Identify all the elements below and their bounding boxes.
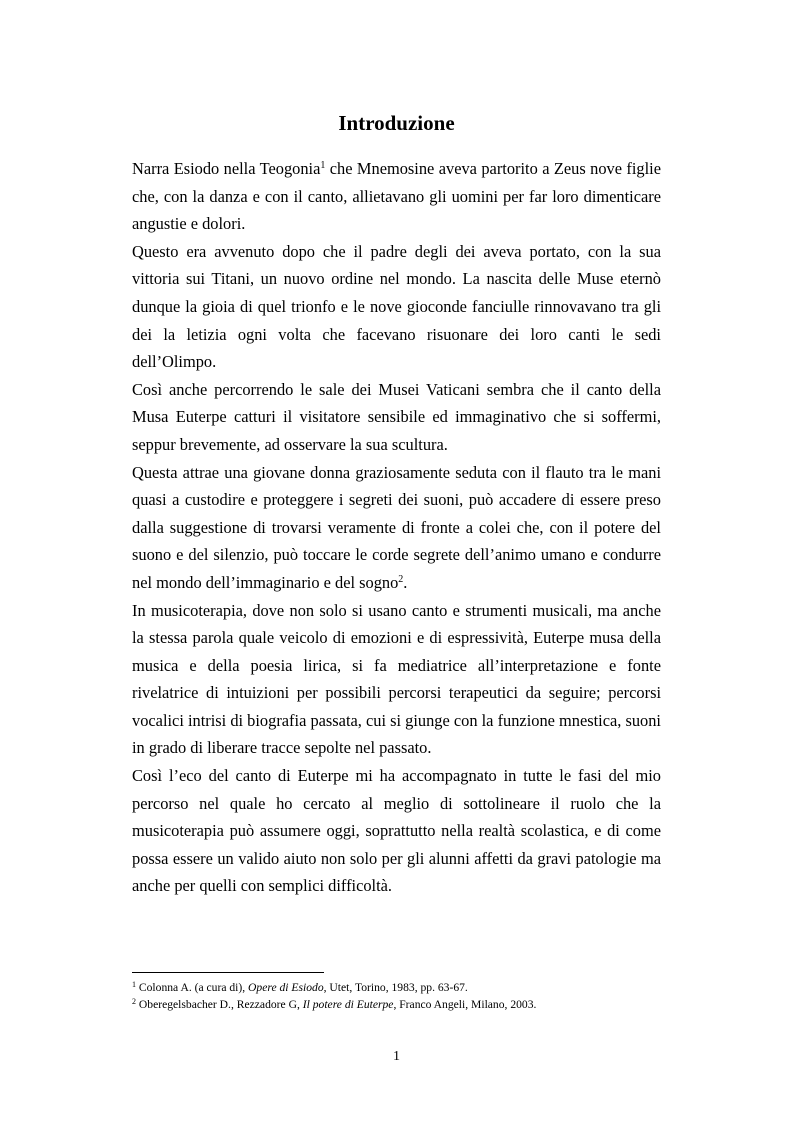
paragraph-6: Così l’eco del canto di Euterpe mi ha accompagnato in tutte le fasi del mio percorso nel quale ho cercato al meglio di sottolineare il ruolo che la musicoterapia può assumere oggi, soprattutto nella realtà scolastica, e di come possa essere un valido aiuto non solo per gli alunni affetti da gravi patologie ma anche per quelli con semplici difficoltà. [132, 766, 661, 896]
footnote-publication: , Franco Angeli, Milano, 2003. [393, 998, 537, 1011]
body-text [132, 155, 661, 900]
paragraph-text: Narra Esiodo nella Teogonia [132, 159, 321, 178]
footnote-work-title: Il potere di Euterpe [302, 998, 394, 1011]
paragraph-text: Questa attrae una giovane donna graziosamente seduta con il flauto tra le mani quasi a custodire e proteggere i segreti dei suoni, può accadere di essere preso dalla suggestione di trovarsi veramente di fronte a colei che, con il potere del suono e del silenzio, può toccare le corde segrete dell’animo umano e condurre nel mondo dell’immaginario e del sogno [132, 462, 661, 592]
footnote-work-title: Opere di Esiodo [248, 981, 324, 994]
paragraph-text: . [403, 572, 408, 592]
footnote-number: 2 [132, 997, 136, 1006]
page-number: 1 [393, 1049, 400, 1064]
paragraph-2: Questo era avvenuto dopo che il padre degli dei aveva portato, con la sua vittoria sui Titani, un nuovo ordine nel mondo. La nascita delle Muse eternò dunque la gioia di quel trionfo e le nove gioconde fanciulle rinnovavano tra gli dei la letizia ogni volta che facevano risuonare dei loro canti le sedi dell’Olimpo. [132, 241, 661, 372]
footnote-author: Colonna A. (a cura di), [136, 981, 249, 994]
footnote-divider [132, 972, 324, 973]
footnote-publication: , Utet, Torino, 1983, pp. 63-67. [323, 981, 468, 994]
footnotes [132, 979, 661, 1013]
footnote-number: 1 [132, 980, 136, 989]
paragraph-text: che Mnemosine aveva partorito a Zeus nove figlie che, con la danza e con il canto, allietavano gli uomini per far loro dimenticare angustie e dolori. [132, 159, 661, 234]
page-title: Introduzione [338, 111, 455, 136]
footnote-2 [132, 996, 661, 1013]
footnote-ref-2: 2 [398, 573, 404, 585]
paragraph-3: Così anche percorrendo le sale dei Musei Vaticani sembra che il canto della Musa Euterpe catturi il visitatore sensibile ed immaginativo che si soffermi, seppur brevemente, ad osservare la sua scultura. [132, 379, 661, 454]
footnote-author: Oberegelsbacher D., Rezzadore G, [136, 998, 303, 1011]
footnote-ref-1: 1 [320, 160, 326, 171]
footnote-1 [132, 979, 661, 996]
paragraph-1 [132, 155, 661, 238]
paragraph-5: In musicoterapia, dove non solo si usano canto e strumenti musicali, ma anche la stessa parola quale veicolo di emozioni e di espressività, Euterpe musa della musica e della poesia lirica, si fa mediatrice all’interpretazione e fonte rivelatrice di intuizioni per possibili percorsi terapeutici da seguire; percorsi vocalici intrisi di biografia passata, cui si giunge con la funzione mnestica, suoni in grado di liberare tracce sepolte nel passato. [132, 600, 661, 758]
paragraph-4 [132, 459, 661, 597]
